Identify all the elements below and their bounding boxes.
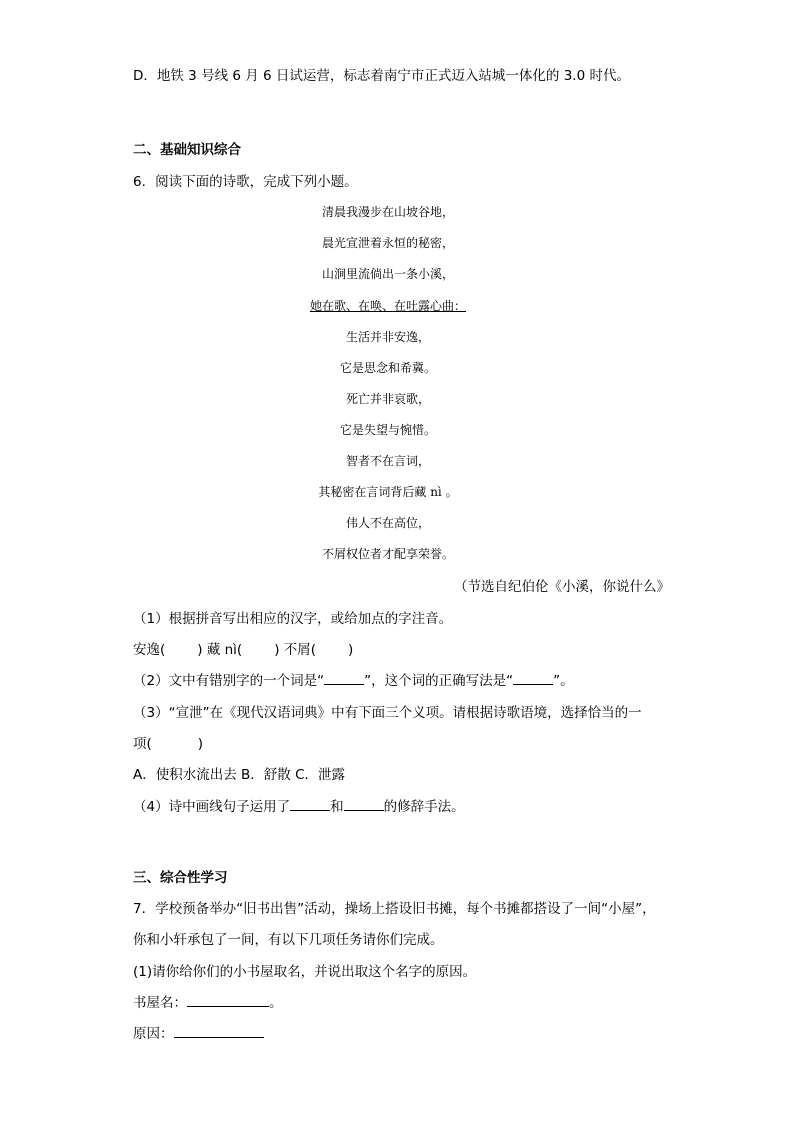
item-buxie: ) 不屑( (274, 642, 317, 658)
item-cangni: ) 藏 nì( (197, 642, 243, 658)
reason-label: 原因： (133, 1026, 174, 1042)
bookstore-name-label: 书屋名： (133, 995, 187, 1011)
answer-blank[interactable] (290, 798, 330, 811)
sub-question-1-items (133, 640, 353, 660)
sub-question-3-options: A．使积水流出去 B．舒散 C．泄露 (133, 767, 346, 783)
item-close: ) (348, 642, 354, 658)
sub-question-1: （1）根据拼音写出相应的汉字，或给加点的字注音。 (133, 611, 453, 627)
poem-line: 不屑权位者才配享荣誉。 (321, 547, 454, 561)
question-6-prompt: 6．阅读下面的诗歌，完成下列小题。 (133, 174, 358, 190)
sub-question-2-text-b: ”，这个词的正确写法是“ (364, 673, 514, 689)
underlined-text: 她在歌、在唤、在吐露心曲： (309, 299, 466, 313)
sub-question-4-text-c: 的修辞手法。 (383, 799, 465, 815)
sub-question-3-text-a: 项( (133, 736, 152, 752)
reason-blank[interactable] (174, 1025, 264, 1038)
question-7-line-1: 7．学校预备举办“旧书出售”活动，操场上搭设旧书摊，每个书摊都搭设了一间“小屋”， (133, 901, 656, 917)
reason-line (133, 1024, 264, 1044)
poem-source: （节选自纪伯伦《小溪，你说什么》 (454, 579, 670, 595)
sub-question-3-text-b: ) (197, 736, 204, 752)
question-7-line-2: 你和小轩承包了一间，有以下几项任务请你们完成。 (133, 932, 444, 948)
section-heading-2: 二、基础知识综合 (133, 142, 241, 158)
sub-question-2 (133, 671, 574, 691)
poem-line: 晨光宣泄着永恒的秘密， (321, 236, 454, 250)
question-7-sub-1: (1)请你给你们的小书屋取名，并说出取这个名字的原因。 (133, 964, 477, 980)
item-anyi: 安逸( (133, 642, 166, 658)
poem-line: 山涧里流倘出一条小溪， (321, 267, 454, 281)
answer-blank[interactable] (344, 798, 384, 811)
sub-question-3-line-1: （3）“宣泄”在《现代汉语词典》中有下面三个义项。请根据诗歌语境，选择恰当的一 (133, 705, 642, 721)
bookstore-name-end: 。 (269, 995, 283, 1011)
poem-line: 它是失望与惋惜。 (339, 423, 436, 437)
sub-question-2-text-c: ”。 (553, 673, 574, 689)
poem-line: 其秘密在言词背后藏 nì 。 (318, 485, 458, 499)
answer-blank[interactable] (324, 672, 364, 685)
sub-question-4-text-b: 和 (330, 799, 344, 815)
poem-line: 伟人不在高位， (345, 516, 430, 530)
poem-line: 智者不在言词， (345, 454, 430, 468)
sub-question-3-line-2 (133, 734, 203, 754)
option-d: D．地铁 3 号线 6 月 6 日试运营，标志着南宁市正式迈入站城一体化的 3.0 时代。 (133, 68, 630, 84)
sub-question-4 (133, 797, 465, 817)
section-heading-3: 三、综合性学习 (133, 870, 228, 886)
poem-line-underlined (230, 297, 546, 315)
bookstore-name-line (133, 993, 283, 1013)
poem-line: 生活并非安逸， (345, 330, 430, 344)
sub-question-2-text-a: （2）文中有错别字的一个词是“ (133, 673, 325, 689)
answer-blank[interactable] (513, 672, 553, 685)
bookstore-name-blank[interactable] (187, 994, 269, 1007)
poem-line: 它是思念和希冀。 (339, 361, 436, 375)
poem-line: 死亡并非哀歌， (345, 392, 430, 406)
poem-line: 清晨我漫步在山坡谷地， (321, 205, 454, 219)
sub-question-4-text-a: （4）诗中画线句子运用了 (133, 799, 291, 815)
